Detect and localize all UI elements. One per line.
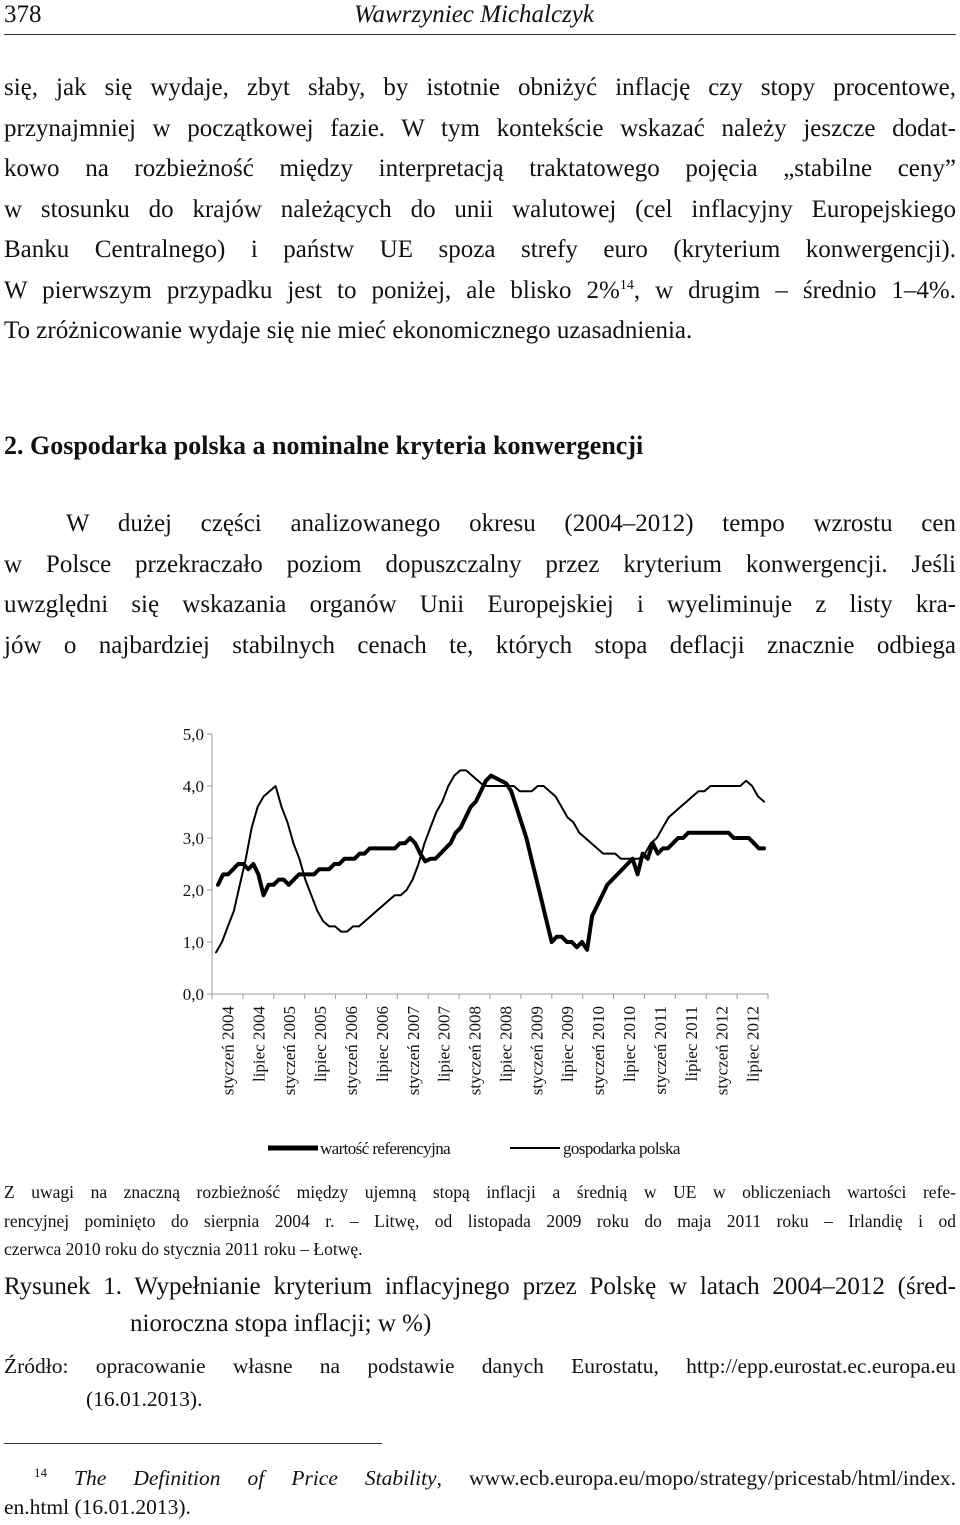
x-tick-label: lipiec 2009 <box>558 1006 578 1083</box>
footnote-rule <box>4 1443 382 1444</box>
text-line: kowo na rozbieżność między interpretacją traktatowego pojęcia „stabilne ceny” <box>4 155 956 182</box>
footnote-link[interactable]: , www.ecb.europa.eu/mopo/strategy/pricestab/html/index. <box>436 1466 957 1490</box>
paragraph-1 <box>4 68 956 352</box>
running-header-author: Wawrzyniec Michalczyk <box>354 1 594 28</box>
x-tick-label: lipiec 2005 <box>311 1006 331 1083</box>
section-heading: 2. Gospodarka polska a nominalne kryteria konwergencji <box>4 431 644 460</box>
x-tick-label: styczeń 2008 <box>465 1006 485 1096</box>
text-line: To zróżnicowanie wydaje się nie mieć ekonomicznego uzasadnienia. <box>4 317 693 344</box>
y-tick-label: 0,0 <box>182 985 204 1004</box>
y-tick-label: 5,0 <box>182 725 204 744</box>
x-tick-label: styczeń 2004 <box>218 1006 238 1096</box>
x-tick-label: styczeń 2009 <box>527 1006 547 1096</box>
x-tick-label: styczeń 2012 <box>712 1006 732 1096</box>
inflation-chart-svg <box>0 712 960 1172</box>
text-line: W dużej części analizowanego okresu (2004–2012) tempo wzrostu cen <box>66 510 956 537</box>
y-tick-label: 2,0 <box>182 881 204 900</box>
note-line: rencyjnej pominięto do sierpnia 2004 r. – Litwę, od listopada 2009 roku do maja 2011 roku – Irlandię i od <box>4 1210 956 1231</box>
inflation-chart <box>0 712 960 1177</box>
x-tick-label: lipiec 2012 <box>743 1006 763 1083</box>
legend-label-poland: gospodarka polska <box>563 1139 680 1158</box>
chart-note <box>4 1178 956 1264</box>
footnote-title: The Definition of Price Stability <box>74 1466 437 1490</box>
running-header <box>4 0 956 35</box>
x-tick-label: lipiec 2007 <box>434 1006 454 1083</box>
text-line: uwzględni się wskazania organów Unii Europejskiej i wyeliminuje z listy kra- <box>4 591 956 618</box>
text-line: się, jak się wydaje, zbyt słaby, by istotnie obniżyć inflację czy stopy procentowe, <box>4 74 956 101</box>
note-line: Z uwagi na znaczną rozbieżność między ujemną stopą inflacji a średnią w UE w obliczeniach wartości refe- <box>4 1182 956 1202</box>
text-fragment: W pierwszym przypadku jest to poniżej, ale blisko 2% <box>4 276 620 304</box>
footnote-line[interactable]: en.html (16.01.2013). <box>4 1495 191 1519</box>
legend-label-reference: wartość referencyjna <box>320 1139 451 1158</box>
text-line: przynajmniej w początkowej fazie. W tym kontekście wskazać należy jeszcze dodat- <box>4 114 956 142</box>
page-number: 378 <box>4 1 42 28</box>
x-tick-label: styczeń 2006 <box>342 1006 361 1096</box>
x-tick-label: lipiec 2006 <box>372 1006 392 1083</box>
source-line: Źródło: opracowanie własne na podstawie danych Eurostatu, http://epp.eurostat.ec.europa.eu <box>4 1354 956 1378</box>
note-line: czerwca 2010 roku do stycznia 2011 roku – Łotwę. <box>4 1239 363 1259</box>
text-line: w stosunku do krajów należących do unii walutowej (cel inflacyjny Europejskiego <box>4 195 956 223</box>
figure-source <box>4 1350 956 1416</box>
x-tick-label: lipiec 2011 <box>681 1006 701 1082</box>
caption-line: Rysunek 1. Wypełnianie kryterium inflacyjnego przez Polskę w latach 2004–2012 (śred- <box>4 1273 956 1300</box>
text-line: Banku Centralnego) i państw UE spoza strefy euro (kryterium konwergencji). <box>4 236 956 263</box>
footnote <box>4 1464 956 1522</box>
paragraph-2 <box>4 504 956 666</box>
text-line: jów o najbardziej stabilnych cenach te, których stopa deflacji znacznie odbiega <box>4 631 956 659</box>
y-tick-label: 4,0 <box>182 777 204 796</box>
footnote-number: 14 <box>34 1465 47 1480</box>
series-line-poland <box>216 770 764 952</box>
y-tick-label: 3,0 <box>182 829 204 848</box>
caption-line: nioroczna stopa inflacji; w %) <box>130 1310 432 1337</box>
figure-caption <box>4 1268 956 1342</box>
x-tick-label: lipiec 2008 <box>496 1006 516 1083</box>
x-tick-label: styczeń 2011 <box>650 1006 670 1095</box>
text-fragment: , w drugim – średnio 1–4%. <box>633 276 956 304</box>
text-line <box>4 271 956 312</box>
footnote-reference[interactable]: 14 <box>619 277 634 293</box>
text-line: w Polsce przekraczało poziom dopuszczalny przez kryterium konwergencji. Jeśli <box>4 550 956 578</box>
x-tick-label: lipiec 2004 <box>249 1006 269 1083</box>
x-tick-label: styczeń 2010 <box>589 1006 609 1096</box>
x-tick-label: styczeń 2007 <box>403 1006 423 1096</box>
footnote-line <box>4 1464 956 1493</box>
x-tick-label: lipiec 2010 <box>620 1006 639 1083</box>
source-line: (16.01.2013). <box>86 1387 203 1411</box>
x-tick-label: styczeń 2005 <box>280 1006 300 1096</box>
y-tick-label: 1,0 <box>182 933 204 952</box>
